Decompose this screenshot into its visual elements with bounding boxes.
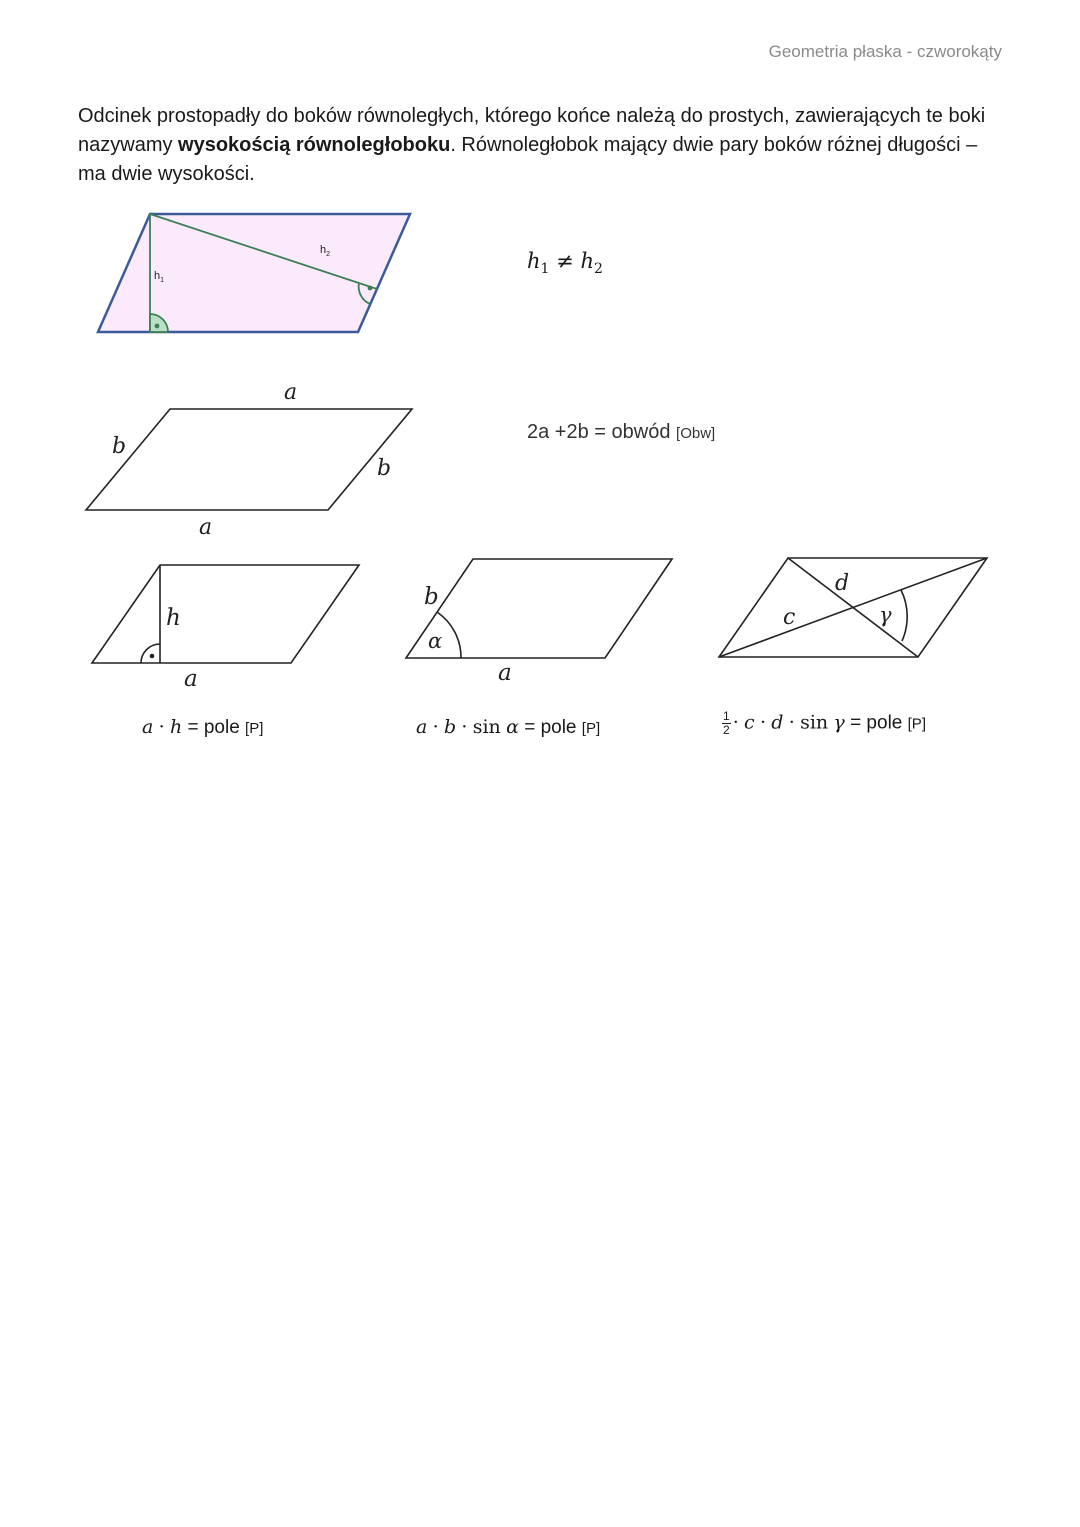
diagonal-d — [788, 558, 918, 657]
label-b: b — [424, 584, 439, 610]
paragraph-bold-term: wysokością równoległoboku — [178, 134, 451, 156]
figure-area-height — [85, 555, 370, 695]
label-right-b: b — [377, 456, 392, 481]
formula-perimeter: 2a +2b = obwód [Obw] — [527, 421, 716, 443]
figure-heights-parallelogram — [90, 205, 420, 340]
figure-sides-parallelogram — [80, 380, 420, 540]
paragraph-text-1: Odcinek prostopadły do boków równoległych, którego końce należą do prostych, zawierających te boki nazywamy — [78, 105, 986, 156]
label-alpha: α — [428, 629, 443, 653]
label-gamma: γ — [879, 603, 892, 627]
label-h2: $h_2$ — [320, 244, 331, 258]
right-angle-dot-2 — [368, 286, 373, 291]
label-h1: $h_1$ — [154, 270, 165, 284]
label-c: c — [783, 605, 796, 630]
paragraph-text-2: . Równoległobok mający dwie pary boków różnej długości – ma dwie wysokości. — [78, 134, 978, 185]
formula-area-angle: a · b · sin α = pole [P] — [416, 716, 601, 738]
formula-area-diagonals: $\frac{1}{2}$ · c · d · sin γ = pole [P] — [723, 709, 926, 737]
page-header: Geometria płaska - czworokąty — [768, 42, 1002, 61]
parallelogram-outline — [92, 565, 359, 663]
label-h: h — [166, 605, 181, 631]
formula-heights-not-equal: $h_1 \ne h_2$ — [527, 249, 603, 278]
parallelogram-fill — [98, 214, 410, 332]
label-d: d — [835, 571, 850, 596]
formula-area-height: a · h = pole [P] — [142, 716, 264, 738]
right-angle-dot — [150, 654, 155, 659]
label-left-b: b — [112, 434, 127, 459]
figure-area-angle — [400, 550, 685, 690]
label-bottom-a: a — [199, 515, 213, 540]
label-a: a — [184, 666, 198, 692]
label-top-a: a — [284, 380, 298, 405]
figure-area-diagonals — [712, 550, 997, 670]
parallelogram-outline — [406, 559, 672, 658]
fraction-one-half: $\frac{1}{2}$ — [723, 709, 730, 737]
definition-paragraph — [78, 102, 1008, 189]
label-a: a — [498, 660, 512, 686]
right-angle-arc — [141, 644, 160, 663]
angle-arc-gamma — [901, 590, 907, 641]
right-angle-dot-1 — [155, 324, 160, 329]
parallelogram-outline — [86, 409, 412, 510]
